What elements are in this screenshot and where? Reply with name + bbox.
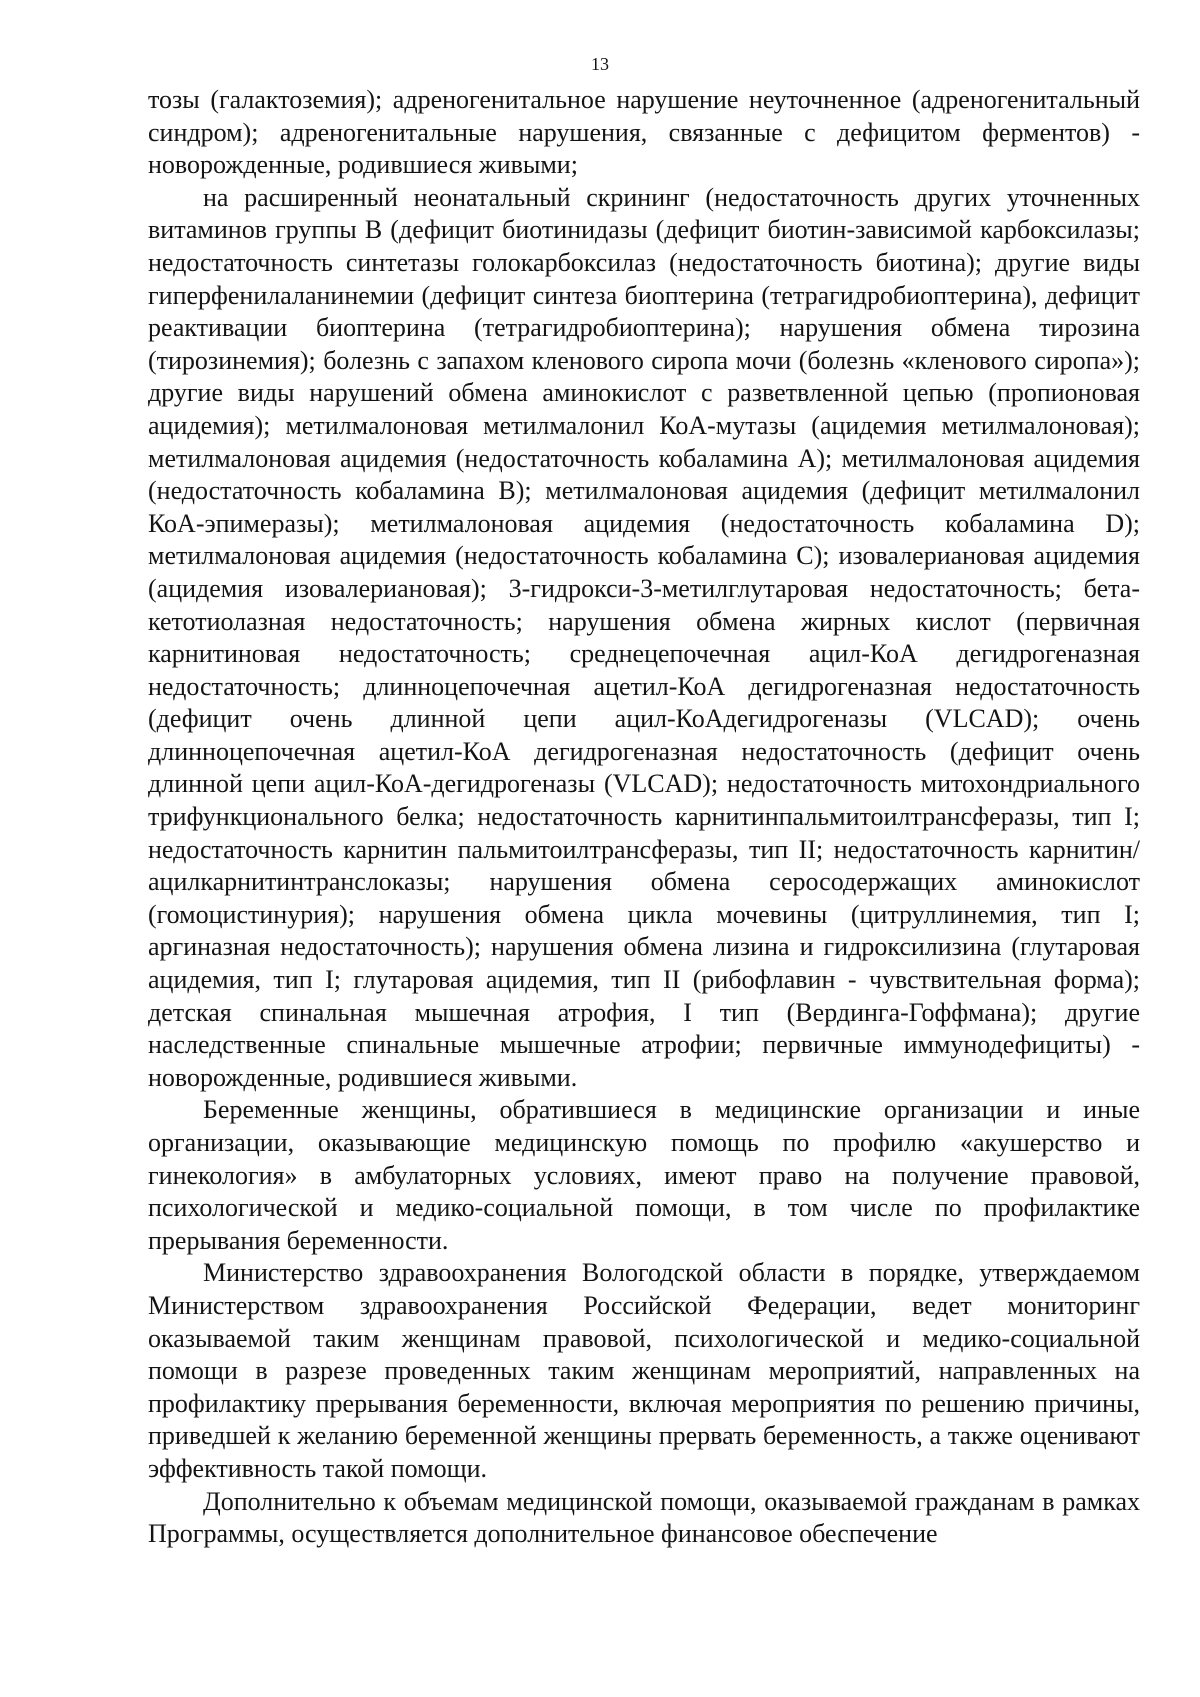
paragraph-continued: тозы (галактоземия); адреногенитальное нарушение неуточненное (адреногенитальный синдром); адреногенитальные нарушения, связанные с дефицитом ферментов) - новорожденные, родившиеся живыми;	[148, 85, 1140, 180]
paragraph-additional-funding: Дополнительно к объемам медицинской помощи, оказываемой гражданам в рамках Программы, осуществляется дополнительное финансовое обеспечение	[148, 1486, 1140, 1549]
document-body	[148, 84, 1140, 1551]
paragraph-ministry-monitoring: Министерство здравоохранения Вологодской области в порядке, утверждаемом Министерством здравоохранения Российской Федерации, ведет мониторинг оказываемой таким женщинам правовой, психологической и медико-социальной помощи в разрезе проведенных таким женщинам мероприятий, направленных на профилактику прерывания беременности, включая мероприятия по решению причины, приведшей к желанию беременной женщины прервать беременность, а также оценивают эффективность такой помощи.	[148, 1258, 1140, 1483]
page-number: 13	[591, 54, 609, 74]
paragraph-pregnant-women: Беременные женщины, обратившиеся в медицинские организации и иные организации, оказывающие медицинскую помощь по профилю «акушерство и гинекология» в амбулаторных условиях, имеют право на получение правовой, психологической и медико-социальной помощи, в том числе по профилактике прерывания беременности.	[148, 1095, 1140, 1255]
paragraph-neonatal-screening: на расширенный неонатальный скрининг (недостаточность других уточненных витаминов группы В (дефицит биотинидазы (дефицит биотин-зависимой карбоксилазы; недостаточность синтетазы голокарбоксилаз (недостаточность биотина); другие виды гиперфенилаланинемии (дефицит синтеза биоптерина (тетрагидробиоптерина), дефицит реактивации биоптерина (тетрагидробиоптерина); нарушения обмена тирозина (тирозинемия); болезнь с запахом кленового сиропа мочи (болезнь «кленового сиропа»); другие виды нарушений обмена аминокислот с разветвленной цепью (пропионовая ацидемия); метилмалоновая метилмалонил КоА-мутазы (ацидемия метилмалоновая); метилмалоновая ацидемия (недостаточность кобаламина А); метилмалоновая ацидемия (недостаточность кобаламина В); метилмалоновая ацидемия (дефицит метилмалонил КоА-эпимеразы); метилмалоновая ацидемия (недостаточность кобаламина D); метилмалоновая ацидемия (недостаточность кобаламина С); изовалериановая ацидемия (ацидемия изовалериановая); 3-гидрокси-3-метилглутаровая недостаточность; бета-кетотиолазная недостаточность; нарушения обмена жирных кислот (первичная карнитиновая недостаточность; среднецепочечная ацил-КоА дегидрогеназная недостаточность; длинноцепочечная ацетил-КоА дегидрогеназная недостаточность (дефицит очень длинной цепи ацил-КоАдегидрогеназы (VLCAD); очень длинноцепочечная ацетил-КоА дегидрогеназная недостаточность (дефицит очень длинной цепи ацил-КоА-дегидрогеназы (VLCAD); недостаточность митохондриального трифункционального белка; недостаточность карнитинпальмитоилтрансферазы, тип I; недостаточность карнитин пальмитоилтрансферазы, тип II; недостаточность карнитин/ацилкарнитинтранслоказы; нарушения обмена серосодержащих аминокислот (гомоцистинурия); нарушения обмена цикла мочевины (цитруллинемия, тип I; аргиназная недостаточность); нарушения обмена лизина и гидроксилизина (глутаровая ацидемия, тип I; глутаровая ацидемия, тип II (рибофлавин - чувствительная форма); детская спинальная мышечная атрофия, I тип (Вердинга-Гоффмана); другие наследственные спинальные мышечные атрофии; первичные иммунодефициты) - новорожденные, родившиеся живыми.	[148, 182, 1140, 1092]
